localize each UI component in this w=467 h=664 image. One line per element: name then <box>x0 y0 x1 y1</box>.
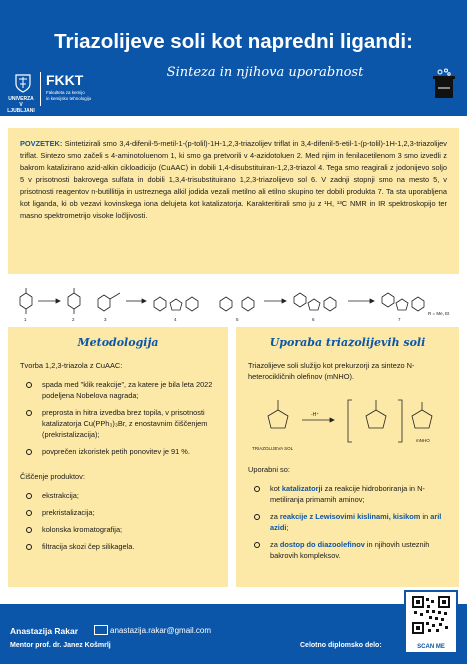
methodology-intro: Tvorba 1,2,3-triazola z CuAAC: <box>20 361 123 370</box>
compound-label-5: 5 <box>236 317 239 322</box>
abstract-box <box>8 128 459 274</box>
faculty-acronym: FKKT <box>46 72 84 88</box>
reaction-left-label: TRIAZOLIJEVA SOL <box>252 446 294 451</box>
list-item: prekristalizacija; <box>20 507 216 518</box>
compound-label-6: 6 <box>312 317 315 322</box>
compound-label-1: 1 <box>24 317 27 322</box>
scheme-ring-7a <box>382 293 394 307</box>
usage-title: Uporaba triazolijevih soli <box>269 336 426 349</box>
usage-list <box>248 483 447 561</box>
list-item: za dostop do diazoolefinov in njihovih usteznih bakrovih kompleksov. <box>248 539 447 561</box>
triazolium-ring <box>268 410 288 428</box>
qr-code-box[interactable] <box>404 590 458 654</box>
compound-label-7: 7 <box>398 317 401 322</box>
email-icon <box>94 625 108 635</box>
poster-footer <box>0 604 467 664</box>
reaction-reagent: -H⁺ <box>311 412 319 418</box>
usage-box <box>236 327 459 587</box>
scheme-ring-5a <box>220 297 232 311</box>
scheme-ring-2 <box>68 293 80 309</box>
list-item: ekstrakcija; <box>20 490 216 501</box>
poster-header <box>0 0 467 116</box>
mentor-name: Mentor prof. dr. Janez Košmrlj <box>10 642 111 649</box>
usage-list-title: Uporabni so: <box>248 465 290 474</box>
compound-label-2: 2 <box>72 317 75 322</box>
reaction-right-label: mNHO <box>416 438 430 443</box>
synthesis-scheme <box>8 283 459 323</box>
thesis-label: Celotno diplomsko delo: <box>300 642 382 649</box>
scheme-ring-6a <box>294 293 306 307</box>
substituent-note: R = Me, Et <box>428 311 450 316</box>
scheme-ring-1 <box>20 293 32 309</box>
methodology-title: Metodologija <box>77 336 159 349</box>
poster-title: Triazolijeve soli kot napredni ligandi: <box>54 30 413 53</box>
list-item: filtracija skozi čep silikagela. <box>20 541 216 552</box>
compound-label-3: 3 <box>104 317 107 322</box>
list-item: povprečen izkoristek petih ponovitev je 91 %. <box>20 446 216 457</box>
list-item: kot katalizatorji za reakcije hidroboriranja in N-metiliranja primarnih aminov; <box>248 483 447 505</box>
compound-label-4: 4 <box>174 317 177 322</box>
abstract-text: Sintetizirali smo 3,4-difenil-5-metil-1-(p-tolil)-1H-1,2,3-triazolijev triflat in 3,4-difenil-5-etil-1-(p-tolil)-1H-1,2,3-triazolijev triflat. Sintezo smo začeli s 4-aminotoluenom 1, ki smo ga pretvorili v 4-azidotoluen 2. Med njim in fenilacetilenom 3 smo izvedli z bakrom katalizirano azid-alkin cikloadicijo (CuAAC) in dobili 1,4-disubstituiran-1,2,3-triazol 4. Tega smo reagirali z jodonijevo soljo 5 v prisotnosti bakrovega sulfata in dobili 1,3,4-trisubstituirano 1,2,3-triazolijevo sol 6. V zadnji stopnji smo na mesto 5, v prisotnosti reagentov n-butillitija in ustreznega alkil jodida vezali metilno ali etilno skupino ter dobili produkta 7. Ta sta uporabljena kot liganda, ki ob vezavi kovinskega iona delujeta kot katalizatorja. Karakteritirali smo ju z ¹H, ¹³C NMR in IR spektroskopijo ter masno spektrometrijo visoke ločljivosti. <box>20 139 447 220</box>
purification-list <box>20 490 216 552</box>
mnho-reaction-scheme <box>248 390 447 456</box>
logo-divider <box>40 72 41 106</box>
scheme-ring-3 <box>98 295 110 311</box>
university-crest-icon <box>15 73 31 93</box>
author-email[interactable]: anastazija.rakar@gmail.com <box>110 626 212 635</box>
faculty-name: Fakulteta za kemijo in kemijsko tehnologijo <box>46 90 92 101</box>
laboratory-beaker-icon <box>430 68 458 100</box>
purification-title: Čiščenje produktov: <box>20 472 85 481</box>
faculty-logo <box>6 70 126 114</box>
scheme-ring-4a <box>154 297 166 311</box>
methodology-box <box>8 327 228 587</box>
author-name: Anastazija Rakar <box>10 626 79 636</box>
mnho-reaction <box>248 390 447 456</box>
list-item: kolonska kromatografija; <box>20 524 216 535</box>
list-item: spada med "klik reakcije", za katere je bila leta 2022 podeljena Nobelova nagrada; <box>20 379 216 401</box>
mnho-ring <box>366 410 386 428</box>
abstract-label: POVZETEK: <box>20 139 63 148</box>
usage-intro: Triazolijeve soli služijo kot prekurzorji za sintezo N-heterocikličnih olefinov (mNHO). <box>248 361 415 381</box>
university-name: UNIVERZA V LJUBLJANI <box>7 96 35 114</box>
list-item: za reakcije z Lewisovimi kislinami, kisikom in aril azidi; <box>248 511 447 533</box>
scan-me-label: SCAN ME <box>417 644 445 650</box>
qr-code-icon[interactable] <box>412 596 450 634</box>
methodology-list <box>20 379 216 457</box>
list-item: preprosta in hitra izvedba brez topila, v prisotnosti katalizatorja Cu(PPh₃)₃Br, z enostavnim čiščenjem (prekristalizacija); <box>20 407 216 440</box>
poster-subtitle: Sinteza in njihova uporabnost <box>166 65 364 80</box>
